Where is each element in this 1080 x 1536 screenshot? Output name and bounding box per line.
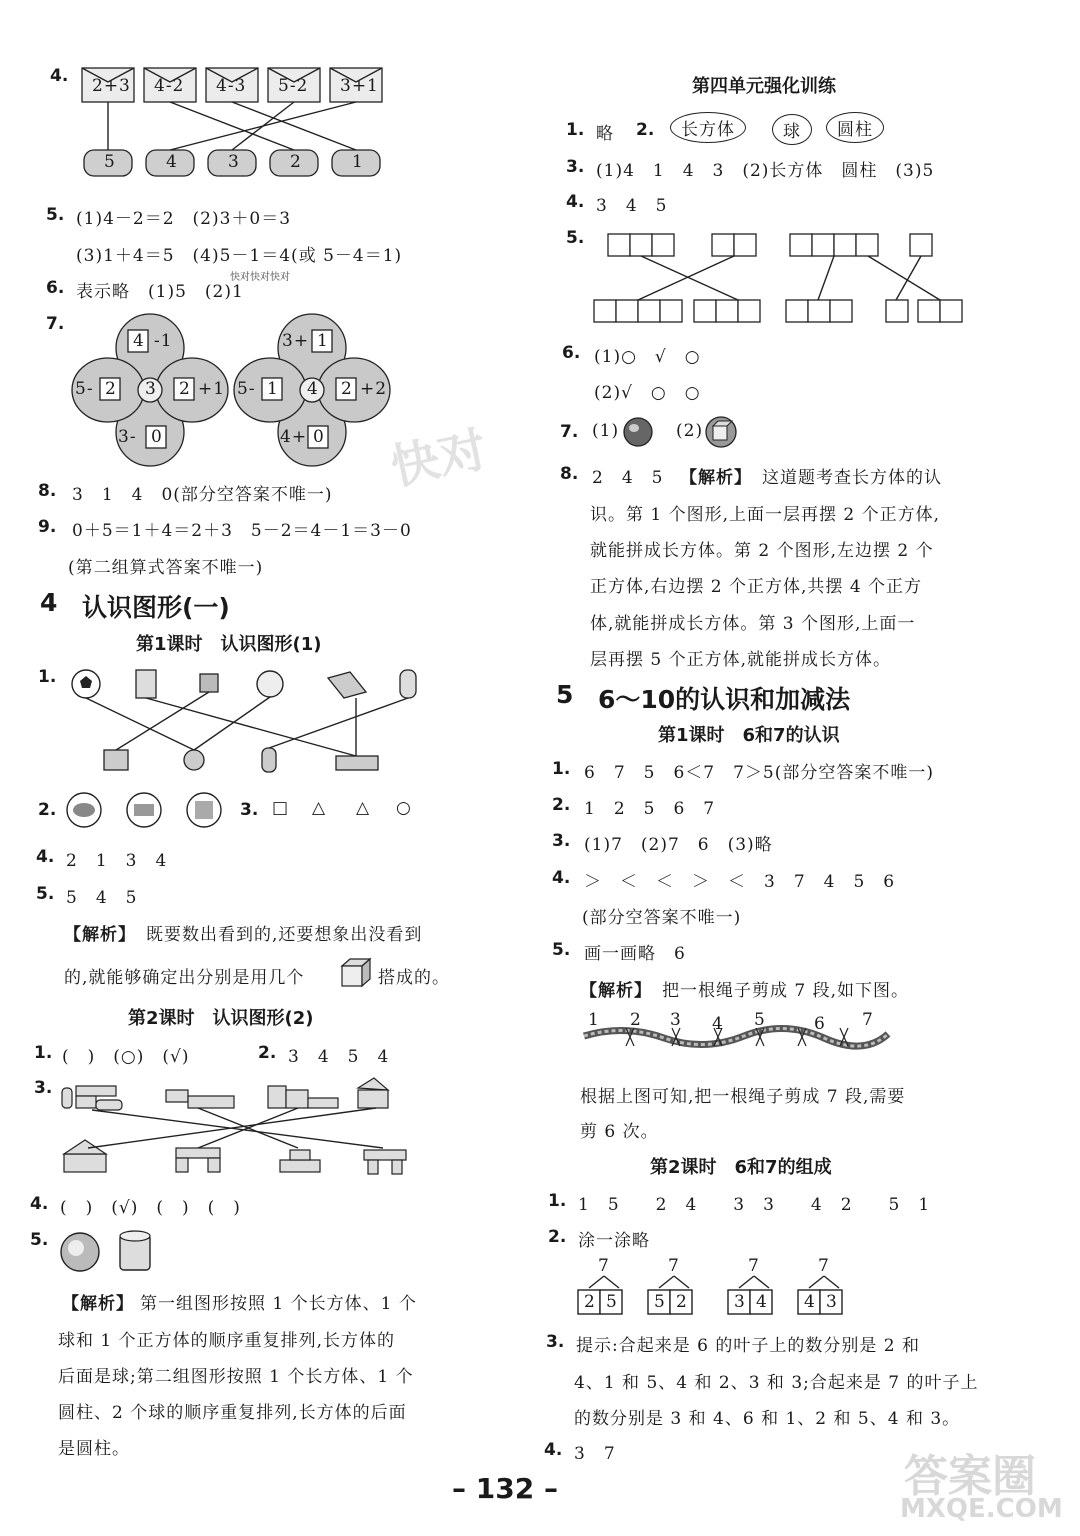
r-l1-q1-number: 1.	[552, 759, 571, 779]
envelope-2: 4-2	[154, 76, 185, 96]
l2-q5-figure	[58, 1228, 168, 1274]
envelope-4: 5-2	[278, 76, 309, 96]
r-q8-line4: 正方体,右边摆 2 个正方体,共摆 4 个正方	[590, 577, 923, 597]
clover1-right: 2	[179, 379, 191, 399]
clover2-top-op: 3+	[282, 331, 310, 351]
q6-text: 表示略 (1)5 (2)1	[76, 282, 244, 302]
r-q3-text: (1)4 1 4 3 (2)长方体 圆柱 (3)5	[596, 161, 935, 181]
cuboid-shape	[336, 756, 378, 770]
r-q2-number: 2.	[636, 120, 655, 140]
r-l1-after-line1: 根据上图可知,把一根绳子剪成 7 段,需要	[580, 1087, 906, 1107]
mailbox-2: 4	[166, 152, 178, 172]
tree2-b: 2	[676, 1292, 688, 1312]
r-q4-text: 3 4 5	[596, 196, 668, 216]
r-l2-q3-line1: 提示:合起来是 6 的叶子上的数分别是 2 和	[576, 1336, 920, 1356]
l1-q1-number: 1.	[38, 667, 57, 687]
r-q8-head: 2 4 5	[592, 468, 682, 488]
clover-1	[70, 312, 230, 468]
envelope-3: 4-3	[216, 76, 247, 96]
sphere-icon	[622, 416, 654, 448]
clover2-right: 2	[341, 379, 353, 399]
l2-q2-number: 2.	[258, 1043, 277, 1063]
r-l2-q3-line3: 的数分别是 3 和 4、6 和 1、2 和 5、4 和 3。	[574, 1409, 961, 1429]
l1-q4-number: 4.	[36, 847, 55, 867]
match-lines	[108, 102, 356, 150]
l2-q5-number: 5.	[30, 1230, 49, 1250]
l2-q4-number: 4.	[30, 1194, 49, 1214]
clover2-left: 1	[267, 379, 279, 399]
r-q8-line6: 层再摆 5 个正方体,就能拼成长方体。	[590, 650, 892, 670]
l1-q5-text: 5 4 5	[66, 888, 138, 908]
r-q6-line1: (1)○ √ ○	[594, 347, 701, 367]
r-q8-line5: 体,就能拼成长方体。第 3 个图形,上面一	[590, 614, 916, 634]
rope-label-1: 1	[588, 1010, 600, 1030]
r-q1-text: 略	[596, 124, 614, 144]
tree3-top: 7	[748, 1256, 760, 1276]
l2-q2-text: 3 4 5 4	[288, 1047, 390, 1067]
l1-analysis-line2a: 的,就能够确定出分别是用几个	[64, 968, 305, 988]
tree4-a: 4	[804, 1292, 816, 1312]
r-l2-q3-number: 3.	[546, 1332, 565, 1352]
l1-q4-text: 2 1 3 4	[66, 851, 168, 871]
oval-cuboid: 长方体	[670, 112, 746, 143]
clover2-left-op: 5-	[237, 379, 256, 399]
q5-line1: (1)4－2＝2 (2)3＋0＝3	[76, 209, 292, 229]
r-lesson2-title: 第2课时 6和7的组成	[650, 1157, 832, 1178]
r-l1-q4-number: 4.	[552, 868, 571, 888]
r-l1-analysis-label: 【解析】	[580, 981, 652, 1001]
box-icon	[136, 670, 156, 698]
tree3-b: 4	[756, 1292, 768, 1312]
rope-label-7: 7	[862, 1010, 874, 1030]
mailbox-1: 5	[104, 152, 116, 172]
l2-analysis-line5: 是圆柱。	[58, 1439, 130, 1459]
tree4-top: 7	[818, 1256, 830, 1276]
r-lesson1-title: 第1课时 6和7的认识	[658, 725, 840, 746]
q9-line1: 0＋5＝1＋4＝2＋3 5－2＝4－1＝3－0	[72, 521, 412, 541]
r-l1-q5-number: 5.	[552, 940, 571, 960]
clover2-center: 4	[307, 379, 319, 399]
page-number: – 132 –	[452, 1472, 558, 1505]
tree2-top: 7	[668, 1256, 680, 1276]
l1-q3-shape-3: △	[356, 798, 371, 818]
r-q7-number: 7.	[560, 422, 579, 442]
l1-analysis-label: 【解析】	[64, 925, 136, 945]
l2-analysis-label: 【解析】	[62, 1294, 134, 1314]
mailbox-4: 2	[290, 152, 302, 172]
l1-q2-figure	[64, 790, 224, 830]
tree1-b: 5	[606, 1292, 618, 1312]
watermark-small: 快对快对快对	[230, 272, 290, 283]
l1-q5-number: 5.	[36, 884, 55, 904]
cube-shape	[104, 750, 128, 770]
clover2-top: 1	[317, 331, 329, 351]
clover2-bottom-op: 4+	[280, 427, 308, 447]
sphere-shape	[184, 750, 204, 770]
l1-q3-shape-4: ○	[396, 798, 412, 818]
r-l1-q4-line2: (部分空答案不唯一)	[582, 908, 742, 928]
l1-q3-number: 3.	[240, 800, 259, 820]
unit-title: 第四单元强化训练	[692, 76, 836, 97]
r-q8-line3: 就能拼成长方体。第 2 个图形,左边摆 2 个	[590, 541, 934, 561]
q5-number: 5.	[46, 205, 65, 225]
r-l1-q1-text: 6 7 5 6＜7 7＞5(部分空答案不唯一)	[584, 763, 934, 783]
tree2-a: 5	[654, 1292, 666, 1312]
r-q8-number: 8.	[560, 464, 579, 484]
r-q6-line2: (2)√ ○ ○	[594, 383, 701, 403]
r-q4-number: 4.	[566, 192, 585, 212]
tree4-b: 3	[826, 1292, 838, 1312]
envelope-5: 3+1	[340, 76, 379, 96]
r-q5-figure	[588, 224, 968, 334]
clover1-left: 2	[105, 379, 117, 399]
q9-line2: (第二组算式答案不唯一)	[68, 558, 264, 578]
l2-analysis-line1: 第一组图形按照 1 个长方体、1 个	[140, 1294, 417, 1314]
tree1-top: 7	[598, 1256, 610, 1276]
clover1-top-op: -1	[154, 331, 173, 351]
clover-2	[232, 312, 392, 468]
chapter5-title: 6～10的认识和加减法	[598, 685, 851, 714]
envelope-1: 2+3	[92, 76, 131, 96]
rope-label-4: 4	[712, 1014, 724, 1034]
l1-q1-figure	[66, 664, 436, 780]
q8-text: 3 1 4 0(部分空答案不唯一)	[72, 485, 333, 505]
l2-q4-text: ( ) (√) ( ) ( )	[60, 1198, 241, 1218]
r-q8-line1: 这道题考查长方体的认	[762, 468, 942, 488]
clover1-bottom: 0	[151, 427, 163, 447]
q7-number: 7.	[46, 314, 65, 334]
cylinder-shape	[262, 748, 276, 772]
mailbox-5: 1	[352, 152, 364, 172]
r-q7-a: (1)	[592, 421, 620, 441]
l1-q2-number: 2.	[38, 800, 57, 820]
chapter4-title: 认识图形(一)	[82, 593, 230, 622]
clover2-bottom: 0	[313, 427, 325, 447]
cube-icon	[338, 956, 372, 988]
r-q7-b: (2)	[676, 421, 704, 441]
r-q6-number: 6.	[562, 343, 581, 363]
rope-label-2: 2	[630, 1010, 642, 1030]
q4-number: 4.	[50, 66, 69, 86]
watermark-corner: 答案圈	[904, 1451, 1036, 1502]
l1-analysis-line2b: 搭成的。	[378, 968, 450, 988]
l2-analysis-line4: 圆柱、2 个球的顺序重复排列,长方体的后面	[58, 1403, 407, 1423]
volleyball-icon	[257, 671, 283, 697]
r-l2-q1-text: 1 5 2 4 3 3 4 2 5 1	[578, 1195, 931, 1215]
watermark-center: 快对	[386, 421, 492, 497]
tree1-a: 2	[584, 1292, 596, 1312]
r-l2-q3-line2: 4、1 和 5、4 和 2、3 和 3;合起来是 7 的叶子上	[574, 1373, 979, 1393]
q9-number: 9.	[38, 517, 57, 537]
r-l2-q2-text: 涂一涂略	[578, 1231, 650, 1251]
r-q8-line2: 识。第 1 个图形,上面一层再摆 2 个正方体,	[590, 505, 941, 525]
r-l1-q2-number: 2.	[552, 795, 571, 815]
l2-q3-number: 3.	[34, 1078, 53, 1098]
r-l2-q4-number: 4.	[544, 1440, 563, 1460]
q5-line2: (3)1＋4＝5 (4)5－1＝4(或 5－4＝1)	[76, 246, 403, 266]
r-l2-q4-text: 3 7	[574, 1444, 616, 1464]
q8-number: 8.	[38, 481, 57, 501]
l1-analysis-line1: 既要数出看到的,还要想象出没看到	[146, 925, 423, 945]
l2-analysis-line2: 球和 1 个正方体的顺序重复排列,长方体的	[58, 1331, 396, 1351]
r-q5-number: 5.	[566, 228, 585, 248]
eraser-icon	[328, 672, 366, 698]
composition-trees	[574, 1256, 864, 1318]
rubik-cube-icon	[200, 674, 218, 692]
r-l1-analysis: 把一根绳子剪成 7 段,如下图。	[662, 981, 910, 1001]
clover1-left-op: 5-	[75, 379, 94, 399]
lesson2-title: 第2课时 认识图形(2)	[128, 1008, 314, 1029]
q6-number: 6.	[46, 278, 65, 298]
l2-q3-figure	[58, 1076, 418, 1176]
watermark-corner-url: MXQE.COM	[900, 1494, 1063, 1524]
clover1-top: 4	[133, 331, 145, 351]
oval-sphere: 球	[772, 114, 812, 145]
r-l1-q5-text: 画一画略 6	[584, 944, 686, 964]
clover1-right-op: +1	[198, 379, 226, 399]
q4-figure	[78, 66, 388, 196]
r-l1-after-line2: 剪 6 次。	[580, 1122, 659, 1142]
oval-cylinder: 圆柱	[826, 112, 884, 143]
r-l2-q2-number: 2.	[548, 1227, 567, 1247]
rope-label-3: 3	[670, 1010, 682, 1030]
l2-q1-number: 1.	[34, 1043, 53, 1063]
r-q3-number: 3.	[566, 157, 585, 177]
l1-q3-shape-1: □	[272, 798, 290, 818]
r-l1-q3-text: (1)7 (2)7 6 (3)略	[584, 835, 773, 855]
rope-figure	[578, 1010, 898, 1060]
chapter5-number: 5	[556, 680, 574, 709]
l1-q3-shape-2: △	[312, 798, 327, 818]
r-q1-number: 1.	[566, 120, 585, 140]
rope-label-5: 5	[754, 1010, 766, 1030]
r-l1-q3-number: 3.	[552, 831, 571, 851]
clover2-right-op: +2	[360, 379, 388, 399]
r-l1-q4-line1: ＞ ＜ ＜ ＞ ＜ 3 7 4 5 6	[584, 872, 896, 892]
l2-analysis-line3: 后面是球;第二组图形按照 1 个长方体、1 个	[58, 1367, 414, 1387]
clover1-bottom-op: 3-	[118, 427, 137, 447]
l2-q1-text: ( ) (○) (√)	[62, 1047, 190, 1067]
r-q8-label: 【解析】	[680, 468, 752, 488]
mailbox-3: 3	[228, 152, 240, 172]
r-l1-q2-text: 1 2 5 6 7	[584, 799, 716, 819]
chapter4-number: 4	[40, 588, 58, 617]
tree3-a: 3	[734, 1292, 746, 1312]
cube-shade-icon	[704, 416, 738, 448]
clover1-center: 3	[145, 379, 157, 399]
can-icon	[400, 670, 416, 698]
r-l2-q1-number: 1.	[548, 1191, 567, 1211]
lesson1-title: 第1课时 认识图形(1)	[136, 634, 322, 655]
rope-label-6: 6	[814, 1014, 826, 1034]
